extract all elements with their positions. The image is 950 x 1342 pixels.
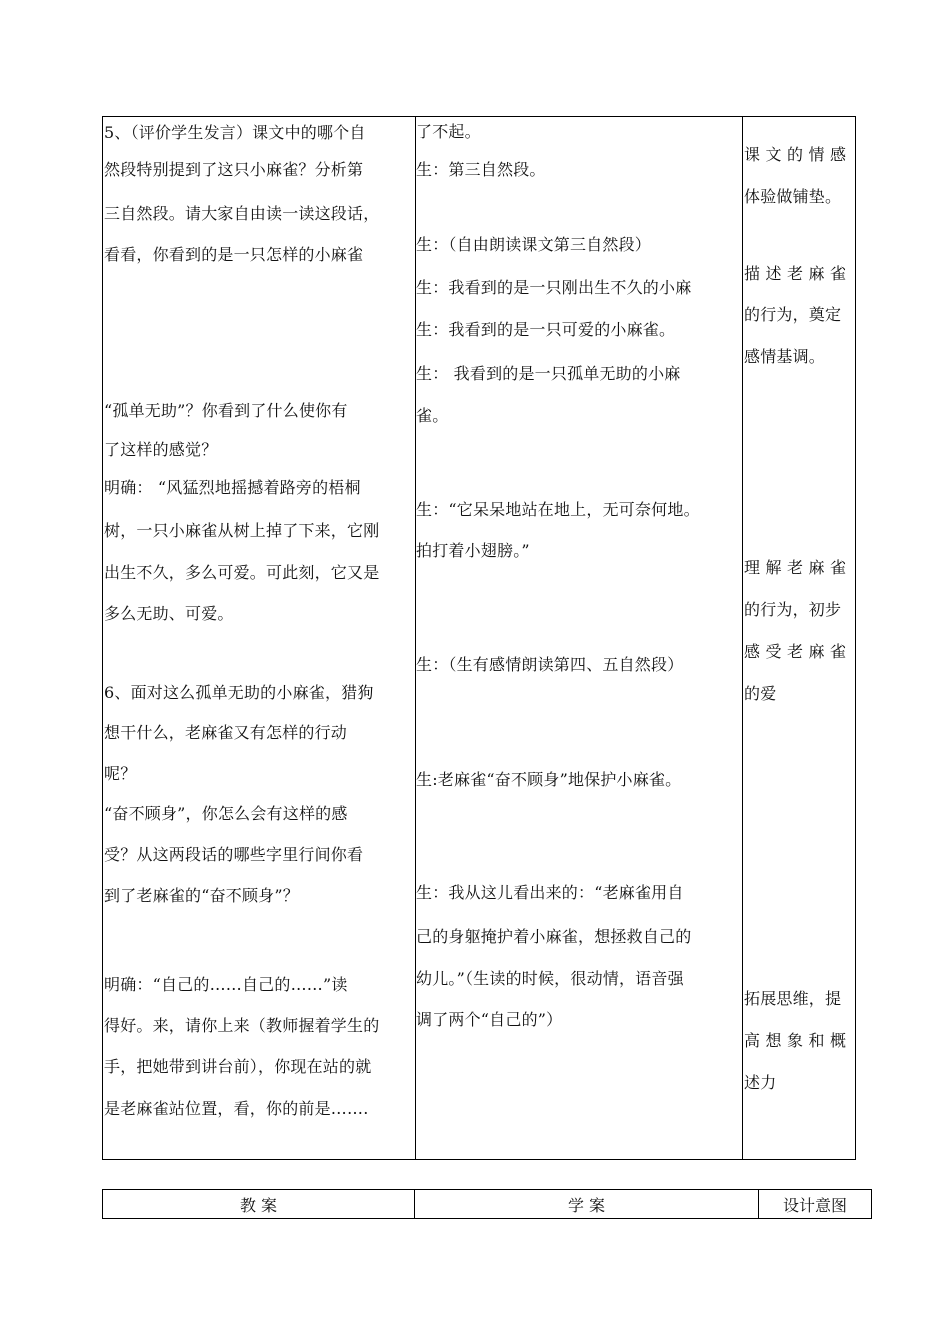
learning-line: 生： 我看到的是一只孤单无助的小麻 bbox=[416, 364, 681, 383]
header-learning: 学 案 bbox=[415, 1190, 759, 1218]
header-teaching: 教 案 bbox=[103, 1190, 415, 1218]
teaching-line: 多么无助、可爱。 bbox=[104, 604, 234, 623]
teaching-line: 是老麻雀站位置，看，你的前是……. bbox=[104, 1099, 369, 1118]
learning-line: 拍打着小翅膀。” bbox=[416, 541, 530, 560]
intent-line: 的行为，初步 bbox=[744, 600, 842, 619]
learning-line: 生：我从这儿看出来的：“老麻雀用自 bbox=[416, 883, 684, 902]
lesson-plan-table bbox=[102, 116, 856, 1160]
learning-line: 生：（自由朗读课文第三自然段） bbox=[416, 235, 652, 254]
learning-line: 生：我看到的是一只刚出生不久的小麻 bbox=[416, 278, 692, 297]
teaching-line: 呢？ bbox=[104, 764, 137, 783]
learning-line: 雀。 bbox=[416, 406, 449, 425]
teaching-line: 5、（评价学生发言）课文中的哪个自 bbox=[104, 123, 366, 142]
learning-line: 了不起。 bbox=[416, 122, 481, 141]
column-divider-1 bbox=[415, 117, 416, 1159]
intent-line: 感情基调。 bbox=[744, 347, 826, 366]
teaching-line: 然段特别提到了这只小麻雀？分析第 bbox=[104, 160, 364, 179]
teaching-line: 得好。来，请你上来（教师握着学生的 bbox=[104, 1016, 380, 1035]
intent-line: 的行为，奠定 bbox=[744, 305, 842, 324]
teaching-line: 看看，你看到的是一只怎样的小麻雀 bbox=[104, 245, 364, 264]
learning-line: 生：第三自然段。 bbox=[416, 160, 546, 179]
teaching-line: 了这样的感觉？ bbox=[104, 440, 218, 459]
intent-line: 感 受 老 麻 雀 bbox=[744, 642, 847, 661]
teaching-line: 三自然段。请大家自由读一读这段话， bbox=[104, 204, 380, 223]
teaching-line: “孤单无助”？你看到了什么使你有 bbox=[104, 401, 348, 420]
learning-line: 生：我看到的是一只可爱的小麻雀。 bbox=[416, 320, 676, 339]
intent-line: 理 解 老 麻 雀 bbox=[744, 558, 847, 577]
intent-line: 高 想 象 和 概 bbox=[744, 1031, 847, 1050]
teaching-line: “奋不顾身”，你怎么会有这样的感 bbox=[104, 804, 348, 823]
learning-line: 调了两个“自己的”） bbox=[416, 1010, 563, 1029]
learning-line: 己的身躯掩护着小麻雀，想拯救自己的 bbox=[416, 927, 692, 946]
teaching-line: 树，一只小麻雀从树上掉了下来，它刚 bbox=[104, 521, 380, 540]
header-intent: 设计意图 bbox=[782, 1195, 847, 1215]
intent-line: 的爱 bbox=[744, 684, 777, 703]
intent-line: 课 文 的 情 感 bbox=[744, 145, 847, 164]
teaching-line: 到了老麻雀的“奋不顾身”？ bbox=[104, 886, 299, 905]
teaching-line: 明确：“自己的……自己的……”读 bbox=[104, 975, 348, 994]
intent-line: 述力 bbox=[744, 1073, 777, 1092]
learning-line: 生：（生有感情朗读第四、五自然段） bbox=[416, 655, 684, 674]
teaching-line: 6、面对这么孤单无助的小麻雀，猎狗 bbox=[104, 683, 374, 702]
teaching-line: 出生不久，多么可爱。可此刻，它又是 bbox=[104, 563, 380, 582]
column-divider-2 bbox=[742, 117, 743, 1159]
learning-line: 幼儿。”（生读的时候，很动情，语音强 bbox=[416, 969, 684, 988]
learning-line: 生:老麻雀“奋不顾身”地保护小麻雀。 bbox=[416, 770, 682, 789]
teaching-line: 手，把她带到讲台前），你现在站的就 bbox=[104, 1057, 372, 1076]
teaching-line: 想干什么，老麻雀又有怎样的行动 bbox=[104, 723, 348, 742]
teaching-line: 明确： “风猛烈地摇撼着路旁的梧桐 bbox=[104, 478, 361, 497]
column-header-table bbox=[102, 1189, 872, 1219]
teaching-line: 受？从这两段话的哪些字里行间你看 bbox=[104, 845, 364, 864]
intent-line: 拓展思维，提 bbox=[744, 989, 842, 1008]
intent-line: 体验做铺垫。 bbox=[744, 187, 842, 206]
intent-line: 描 述 老 麻 雀 bbox=[744, 264, 847, 283]
learning-line: 生：“它呆呆地站在地上，无可奈何地。 bbox=[416, 500, 700, 519]
